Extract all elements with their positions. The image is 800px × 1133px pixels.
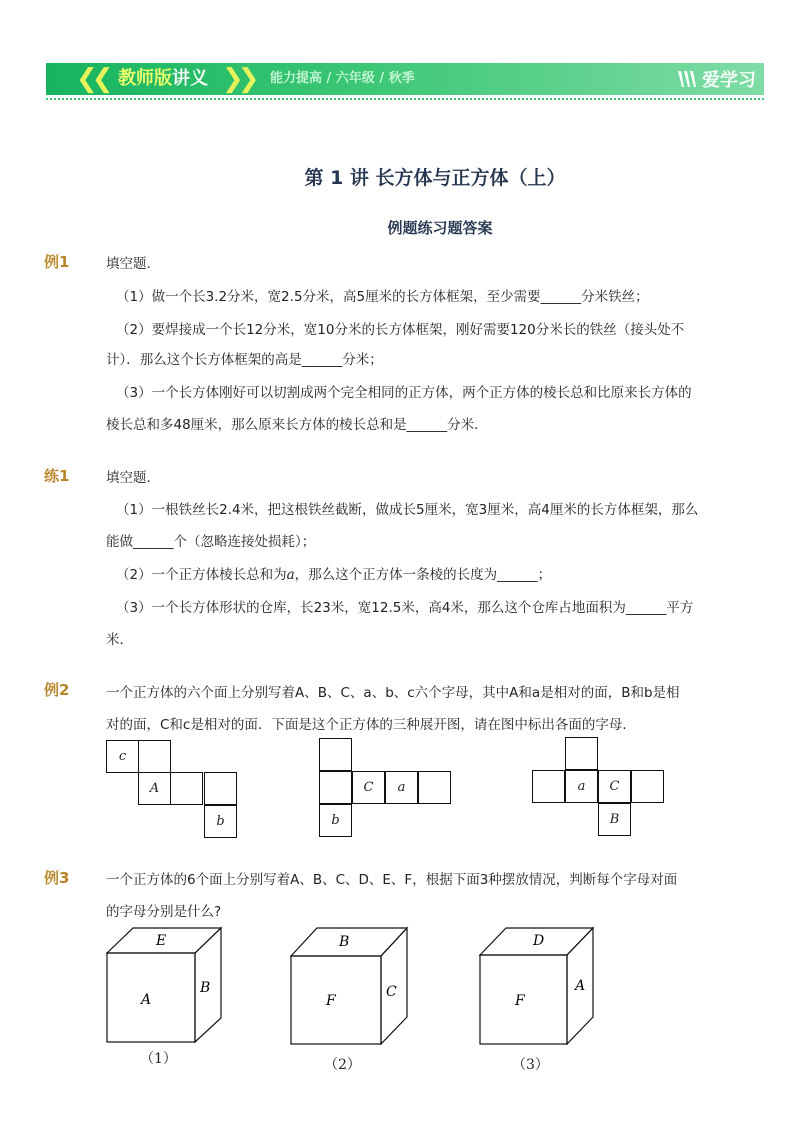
example-1-line: （1）做一个长3.2分米，宽2.5分米，高5厘米的长方体框架，至少需要______分米铁丝；	[116, 289, 649, 305]
net-face	[319, 771, 352, 804]
cube-top-face: D	[533, 933, 545, 949]
net-face	[170, 772, 203, 805]
header-brand: 教师版讲义	[118, 68, 208, 89]
page-subtitle: 例题练习题答案	[387, 219, 493, 237]
practice-1-line: 能做______个（忽略连接处损耗）；	[106, 534, 316, 550]
net-face: b	[204, 805, 237, 838]
cube-figure-2	[285, 920, 415, 1045]
cube-caption: （1）	[140, 1051, 177, 1067]
header-divider	[46, 98, 764, 100]
net-face: c	[106, 740, 139, 773]
logo-text: 爱学习	[702, 70, 756, 91]
practice-1-label: 练1	[44, 467, 70, 485]
net-face: a	[385, 771, 418, 804]
example-2-line: 对的面，C和c是相对的面．下面是这个正方体的三种展开图，请在图中标出各面的字母．	[106, 717, 636, 733]
practice-1-line: 填空题．	[106, 470, 160, 486]
example-1-line: 计）．那么这个长方体框架的高是______分米；	[106, 352, 383, 368]
brand-logo	[676, 63, 756, 95]
cube-caption: （3）	[512, 1057, 549, 1073]
example-1-line: 填空题．	[106, 256, 160, 272]
net-face: a	[565, 770, 598, 803]
example-3-label: 例3	[44, 869, 70, 887]
logo-mark-icon	[676, 69, 698, 89]
net-face: C	[352, 771, 385, 804]
cube-front-face: F	[326, 993, 336, 1009]
net-face: B	[598, 803, 631, 836]
example-2-label: 例2	[44, 681, 70, 699]
net-face	[319, 738, 352, 771]
example-1-line: （2）要焊接成一个长12分米，宽10分米的长方体框架，刚好需要120分米长的铁丝（接头处不	[116, 322, 685, 338]
variable-a: a	[286, 567, 295, 583]
net-face	[532, 770, 565, 803]
cube-figure-3	[474, 920, 604, 1045]
example-1-label: 例1	[44, 253, 70, 271]
page-title: 第 1 讲 长方体与正方体（上）	[304, 167, 566, 189]
header-banner	[46, 63, 764, 95]
example-3-line: 一个正方体的6个面上分别写着A、B、C、D、E、F，根据下面3种摆放情况，判断每个字母对面	[106, 872, 678, 888]
double-chevron-right-icon: ❯❯	[222, 64, 254, 94]
double-chevron-left-icon: ❮❮	[76, 64, 108, 94]
practice-1-line: 米．	[106, 632, 133, 648]
net-face	[204, 772, 237, 805]
practice-1-line: （3）一个长方体形状的仓库，长23米，宽12.5米，高4米，那么这个仓库占地面积为______平方	[116, 600, 694, 616]
net-face	[631, 770, 664, 803]
net-face: C	[598, 770, 631, 803]
example-3-line: 的字母分别是什么?	[106, 904, 222, 920]
cube-figure-1	[100, 920, 230, 1045]
example-2-line: 一个正方体的六个面上分别写着A、B、C、a、b、c六个字母，其中A和a是相对的面，B和b是相	[106, 685, 680, 701]
net-face	[565, 737, 598, 770]
cube-caption: （2）	[324, 1057, 361, 1073]
cube-side-face: C	[386, 984, 397, 1000]
example-1-line: 棱长总和多48厘米，那么原来长方体的棱长总和是______分米．	[106, 417, 488, 433]
cube-front-face: F	[515, 993, 525, 1009]
cube-front-face: A	[141, 992, 152, 1008]
cube-top-face: B	[339, 934, 350, 950]
practice-1-line: （1）一根铁丝长2.4米，把这根铁丝截断，做成长5厘米，宽3厘米，高4厘米的长方体框架，那么	[116, 502, 699, 518]
header-breadcrumb: 能力提高 / 六年级 / 秋季	[270, 71, 415, 86]
net-face: A	[138, 772, 171, 805]
net-face: b	[319, 804, 352, 837]
net-face	[138, 740, 171, 773]
cube-side-face: B	[200, 980, 211, 996]
practice-1-line: （2）一个正方体棱长总和为a，那么这个正方体一条棱的长度为______；	[116, 567, 552, 583]
example-1-line: （3）一个长方体刚好可以切割成两个完全相同的正方体，两个正方体的棱长总和比原来长方体的	[116, 385, 692, 401]
cube-top-face: E	[156, 933, 167, 949]
cube-side-face: A	[575, 978, 586, 994]
net-face	[418, 771, 451, 804]
